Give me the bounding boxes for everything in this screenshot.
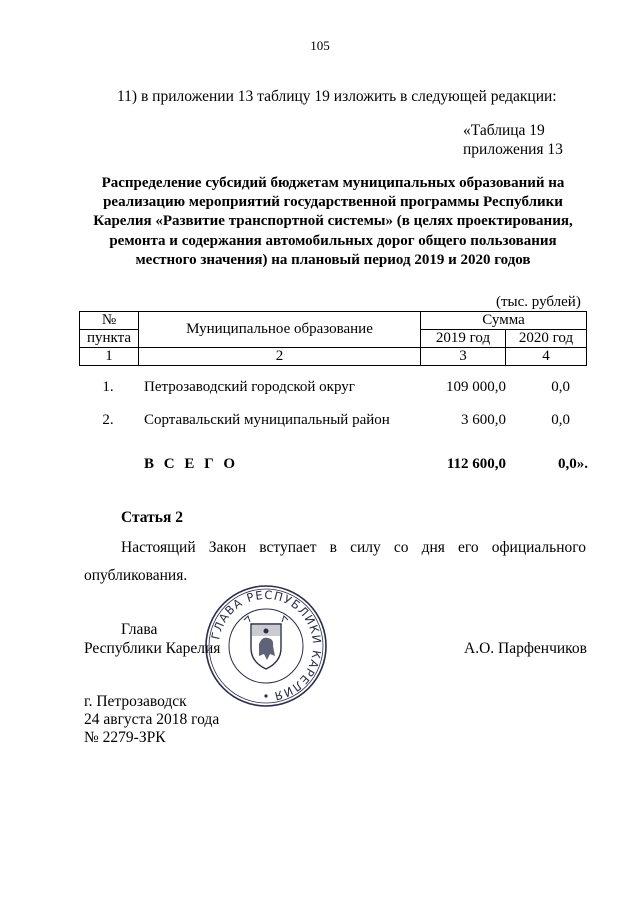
units-label: (тыс. рублей): [496, 294, 581, 310]
header-municipality: Муниципальное образование: [139, 312, 421, 348]
header-year-2019: 2019 год: [421, 330, 506, 348]
city: г. Петрозаводск: [84, 693, 187, 710]
total-label: В С Е Г О: [144, 456, 239, 472]
row-municipality: Сортавальский муниципальный район: [144, 412, 390, 428]
table-caption-line-2: приложения 13: [463, 141, 563, 158]
row-value-2019: 109 000,0: [446, 379, 506, 395]
row-municipality: Петрозаводский городской округ: [144, 379, 355, 395]
total-value-2019: 112 600,0: [446, 456, 506, 472]
col-number-1: 1: [80, 348, 139, 366]
intro-paragraph: 11) в приложении 13 таблицу 19 изложить в следующей редакции:: [117, 88, 557, 105]
header-num-line-1: №: [80, 312, 139, 330]
seal-icon: [204, 584, 328, 708]
article-heading: Статья 2: [121, 509, 183, 526]
col-number-4: 4: [506, 348, 587, 366]
col-number-3: 3: [421, 348, 506, 366]
law-number: № 2279-ЗРК: [84, 729, 166, 746]
date: 24 августа 2018 года: [84, 711, 220, 728]
page-number: 105: [310, 38, 330, 53]
place-and-date: [84, 693, 219, 747]
header-num-line-2: пункта: [80, 330, 139, 348]
article-line-1: Настоящий Закон вступает в силу со дня его официального: [121, 539, 586, 556]
row-number: 2.: [102, 412, 114, 428]
row-number: 1.: [102, 379, 114, 395]
row-value-2020: 0,0: [551, 379, 570, 395]
table-caption-line-1: «Таблица 19: [463, 122, 545, 139]
total-value-2020: 0,0».: [558, 456, 588, 472]
col-number-2: 2: [139, 348, 421, 366]
header-year-2020: 2020 год: [506, 330, 587, 348]
header-sum: Сумма: [421, 312, 587, 330]
row-value-2019: 3 600,0: [461, 412, 506, 428]
official-seal: [204, 584, 328, 708]
article-text: [84, 534, 586, 590]
signature-region: Республики Карелия: [84, 640, 221, 657]
table-caption: [463, 121, 563, 159]
signature-title: Глава: [121, 621, 158, 638]
seal-text: ГЛАВА РЕСПУБЛИКИ КАРЕЛИЯ: [208, 587, 325, 704]
document-title: Распределение субсидий бюджетам муниципальных образований на реализацию мероприятий государственной программы Республики Карелия «Развитие транспортной системы» (в целях проектирования, ремонта и содержания автомобильных дорог общего пользования местного значения) на плановый период 2019 и 2020 годов: [93, 175, 573, 268]
signatory-name: А.О. Парфенчиков: [464, 640, 587, 657]
coat-of-arms-icon: [244, 616, 288, 669]
table-header: [79, 311, 587, 366]
article-line-2: опубликования.: [84, 567, 188, 584]
row-value-2020: 0,0: [551, 412, 570, 428]
